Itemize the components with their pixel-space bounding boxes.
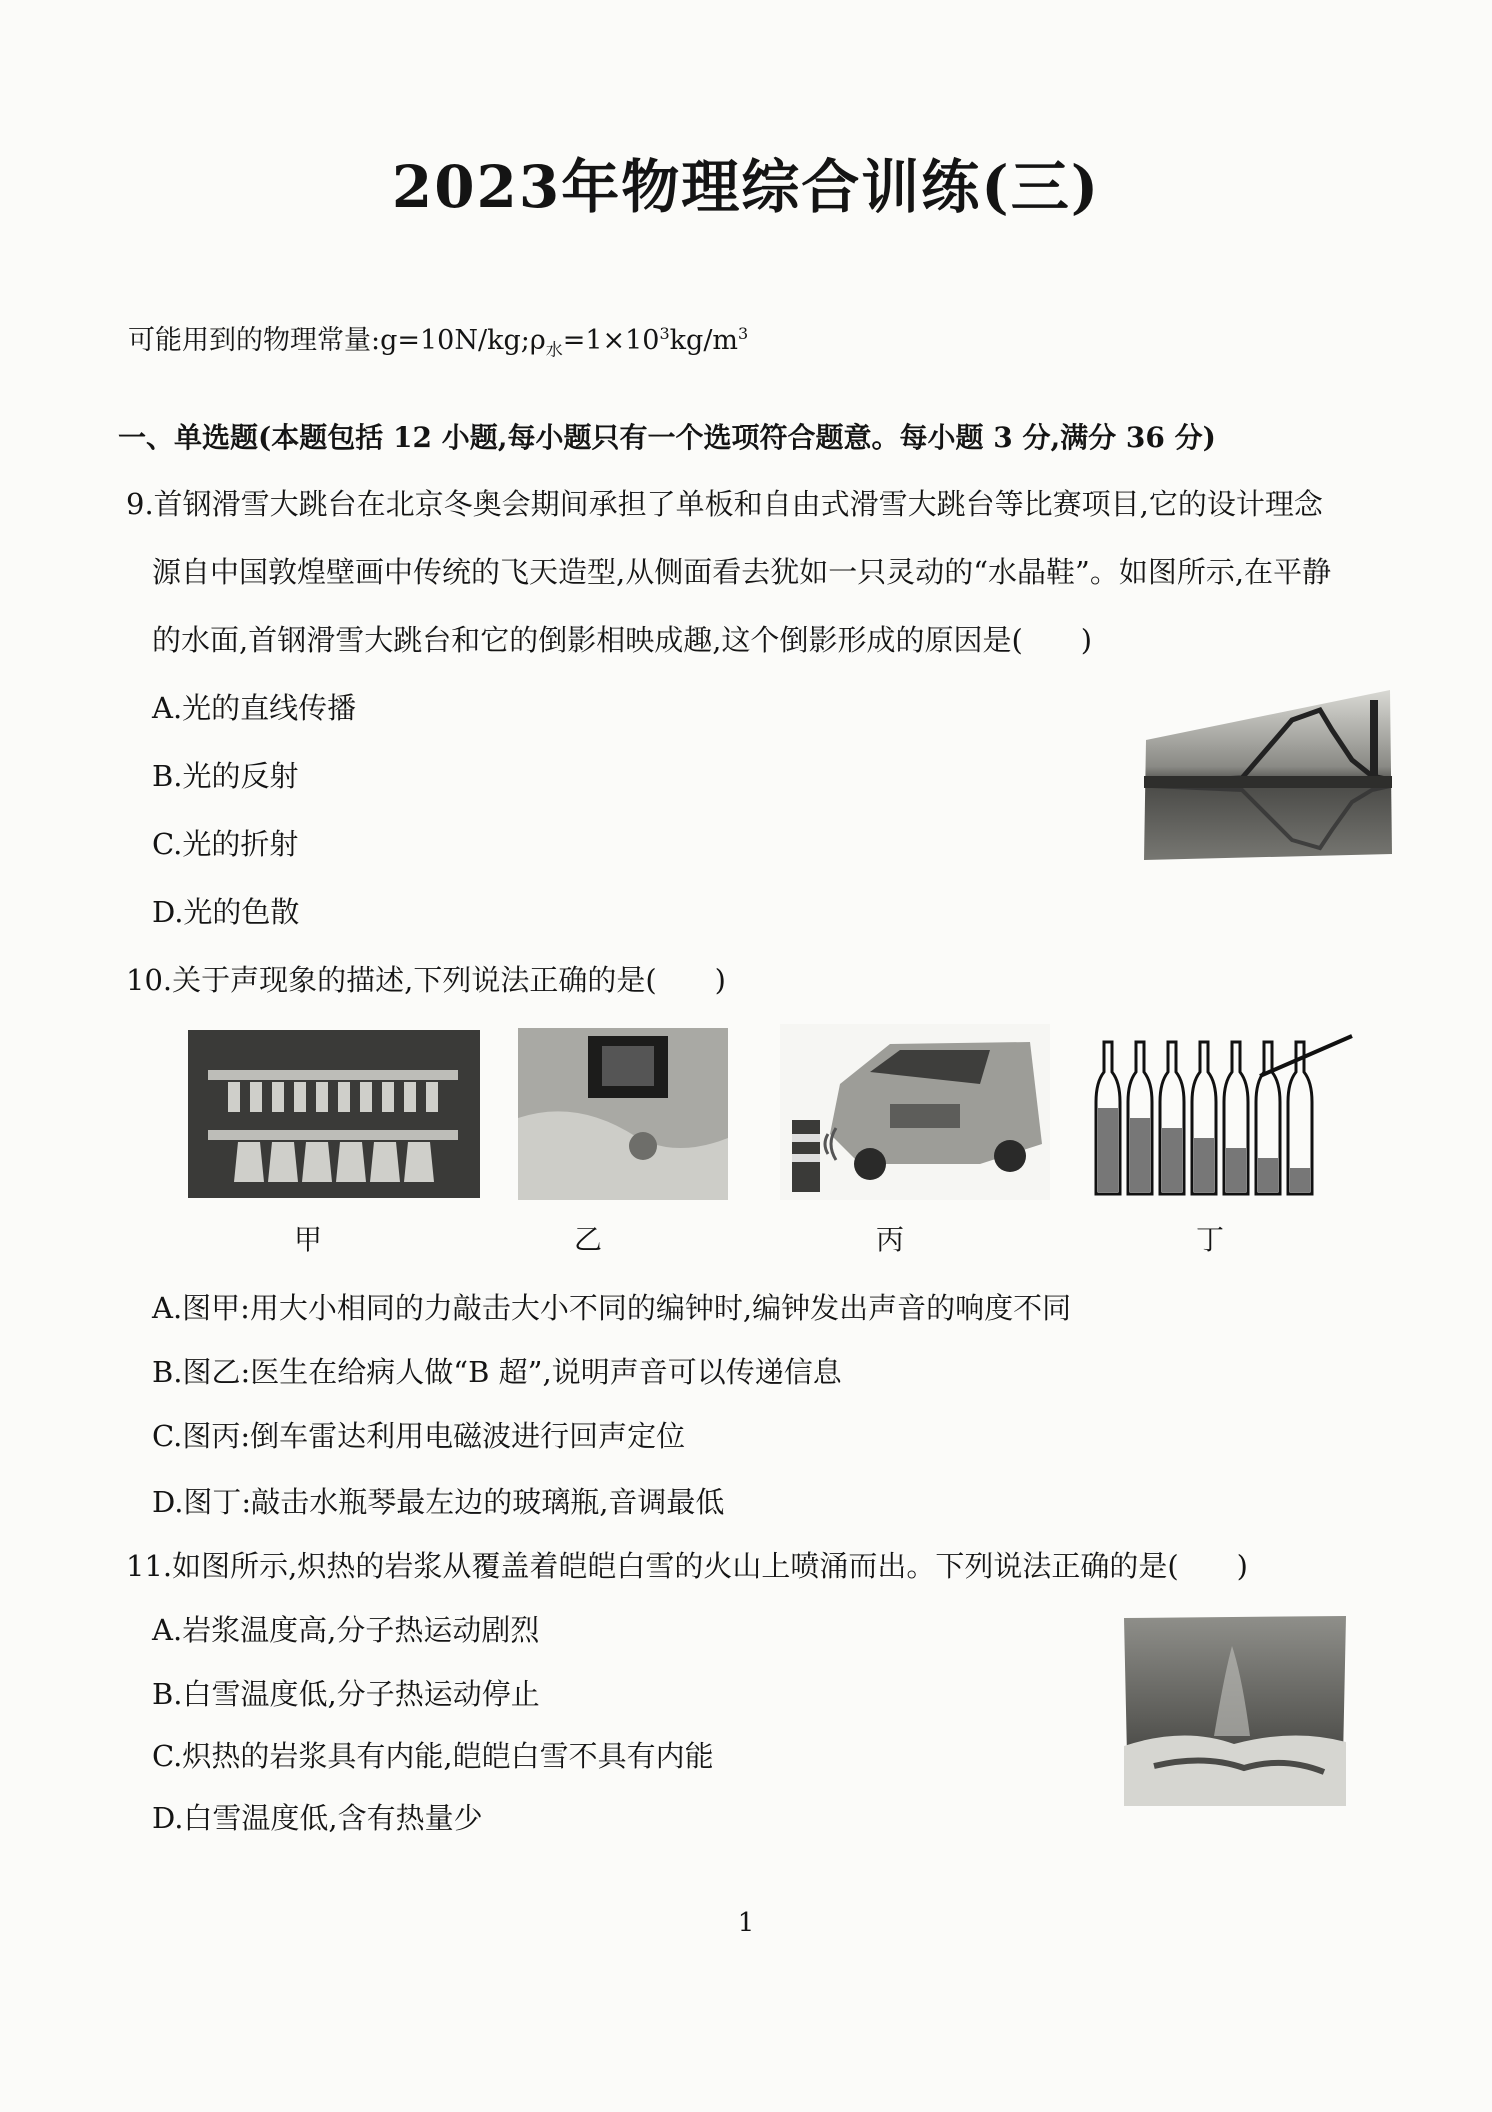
q9-option-b: B.光的反射	[152, 759, 299, 793]
q10-option-b: B.图乙:医生在给病人做“B 超”,说明声音可以传递信息	[152, 1355, 842, 1389]
q9-stem-line3: 的水面,首钢滑雪大跳台和它的倒影相映成趣,这个倒影形成的原因是( )	[152, 623, 1093, 657]
page-number: 1	[737, 1908, 755, 1938]
q11-option-b: B.白雪温度低,分子热运动停止	[152, 1677, 540, 1711]
ski-jump-reflection-photo	[1142, 690, 1394, 860]
figure-caption-yi: 乙	[573, 1223, 602, 1256]
ultrasound-photo	[518, 1028, 728, 1200]
figure-caption-bing: 丙	[875, 1223, 904, 1256]
q9-stem-line1: 9.首钢滑雪大跳台在北京冬奥会期间承担了单板和自由式滑雪大跳台等比赛项目,它的设计理念	[126, 487, 1323, 521]
physics-constants: 可能用到的物理常量$:g=10N/kg;\rho_水=1\times 10^3kg/m^3$	[128, 324, 749, 361]
q10-stem: 10.关于声现象的描述,下列说法正确的是( )	[126, 963, 726, 997]
page-title: 2023年物理综合训练(三)	[391, 153, 1101, 221]
water-bottles-drawing	[1090, 1032, 1354, 1200]
car-radar-photo	[780, 1024, 1050, 1200]
q11-stem: 11.如图所示,炽热的岩浆从覆盖着皑皑白雪的火山上喷涌而出。下列说法正确的是( )	[126, 1549, 1248, 1583]
q11-option-c: C.炽热的岩浆具有内能,皑皑白雪不具有内能	[152, 1739, 714, 1773]
q9-option-d: D.光的色散	[152, 895, 300, 929]
figure-caption-jia: 甲	[293, 1223, 322, 1256]
q9-stem-line2: 源自中国敦煌壁画中传统的飞天造型,从侧面看去犹如一只灵动的“水晶鞋”。如图所示,在平静	[152, 555, 1332, 589]
q9-option-a: A.光的直线传播	[152, 691, 357, 725]
chime-bells-photo	[188, 1030, 480, 1198]
volcano-photo	[1124, 1616, 1346, 1806]
q10-option-a: A.图甲:用大小相同的力敲击大小不同的编钟时,编钟发出声音的响度不同	[152, 1291, 1072, 1325]
q10-option-c: C.图丙:倒车雷达利用电磁波进行回声定位	[152, 1419, 686, 1453]
section-heading: 一、单选题(本题包括 12 小题,每小题只有一个选项符合题意。每小题 3 分,满分 36 分)	[118, 421, 1216, 454]
figure-caption-ding: 丁	[1195, 1223, 1224, 1256]
q11-option-d: D.白雪温度低,含有热量少	[152, 1801, 483, 1835]
q10-option-d: D.图丁:敲击水瓶琴最左边的玻璃瓶,音调最低	[152, 1485, 725, 1519]
q9-option-c: C.光的折射	[152, 827, 299, 861]
q11-option-a: A.岩浆温度高,分子热运动剧烈	[152, 1613, 540, 1647]
